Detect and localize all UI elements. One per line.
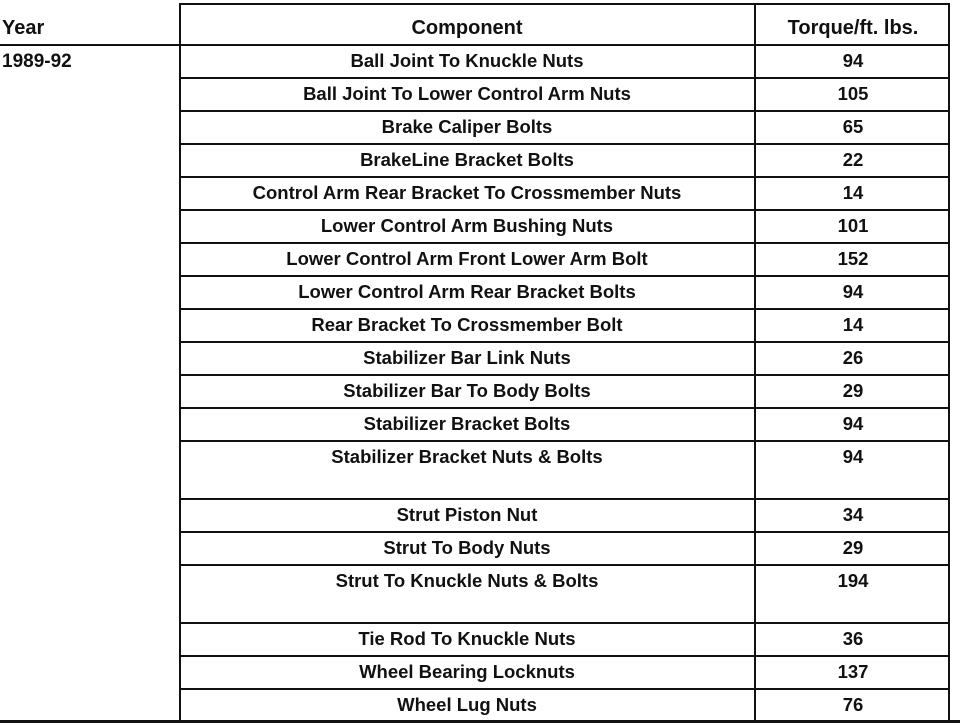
torque-cell: 152 [837, 248, 869, 269]
table-bottom-rule [0, 720, 960, 723]
torque-cell: 29 [842, 537, 864, 558]
table-top-rule [180, 3, 950, 5]
torque-cell: 94 [842, 281, 864, 302]
torque-cell: 94 [842, 413, 864, 434]
component-cell: Tie Rod To Knuckle Nuts [358, 628, 576, 649]
table-row [180, 500, 950, 533]
table-row [180, 277, 950, 310]
torque-cell: 76 [842, 694, 864, 715]
component-cell: Lower Control Arm Rear Bracket Bolts [298, 281, 636, 302]
table-row [180, 112, 950, 145]
table-row [180, 409, 950, 442]
table-row [180, 533, 950, 566]
component-cell: Brake Caliper Bolts [381, 116, 553, 137]
year-cell: 1989-92 [2, 51, 72, 72]
component-cell: Strut To Body Nuts [383, 537, 551, 558]
header-torque: Torque/ft. lbs. [787, 17, 919, 39]
table-row [180, 310, 950, 343]
component-cell: Stabilizer Bar To Body Bolts [343, 380, 591, 401]
torque-cell: 14 [842, 182, 864, 203]
torque-cell: 29 [842, 380, 864, 401]
table-row [180, 211, 950, 244]
table-row [180, 376, 950, 409]
component-cell: Wheel Bearing Locknuts [359, 661, 575, 682]
torque-cell: 101 [837, 215, 869, 236]
component-cell: Strut To Knuckle Nuts & Bolts [335, 570, 599, 591]
divider-component-torque [754, 3, 756, 721]
component-cell: Stabilizer Bracket Nuts & Bolts [331, 446, 603, 467]
torque-cell: 26 [842, 347, 864, 368]
torque-cell: 34 [842, 504, 864, 525]
component-cell: Control Arm Rear Bracket To Crossmember Nuts [252, 182, 682, 203]
table-row [180, 566, 950, 624]
component-cell: Rear Bracket To Crossmember Bolt [311, 314, 623, 335]
component-cell: Wheel Lug Nuts [397, 694, 537, 715]
component-cell: Lower Control Arm Bushing Nuts [320, 215, 614, 236]
table-row [180, 442, 950, 500]
header-year: Year [2, 17, 45, 39]
header-component: Component [411, 17, 523, 39]
component-cell: Stabilizer Bracket Bolts [363, 413, 571, 434]
header-rule-year [0, 44, 180, 46]
component-cell: Lower Control Arm Front Lower Arm Bolt [286, 248, 648, 269]
table-row [180, 145, 950, 178]
table-row [180, 178, 950, 211]
torque-cell: 94 [842, 446, 864, 467]
torque-cell: 94 [842, 50, 864, 71]
component-cell: Ball Joint To Lower Control Arm Nuts [303, 83, 631, 104]
torque-cell: 36 [842, 628, 864, 649]
divider-year-component [179, 3, 181, 721]
torque-cell: 14 [842, 314, 864, 335]
torque-cell: 105 [837, 83, 869, 104]
table-row [180, 690, 950, 723]
component-cell: BrakeLine Bracket Bolts [360, 149, 574, 170]
table-row [180, 244, 950, 277]
table-right-edge [948, 3, 950, 721]
component-cell: Strut Piston Nut [396, 504, 538, 525]
table-row [180, 79, 950, 112]
torque-cell: 194 [837, 570, 869, 591]
table-row [180, 624, 950, 657]
component-cell: Stabilizer Bar Link Nuts [363, 347, 571, 368]
torque-cell: 22 [842, 149, 864, 170]
torque-cell: 65 [842, 116, 864, 137]
table-row [180, 657, 950, 690]
torque-cell: 137 [837, 661, 869, 682]
table-row [180, 343, 950, 376]
table-row [180, 46, 950, 79]
component-cell: Ball Joint To Knuckle Nuts [350, 50, 584, 71]
